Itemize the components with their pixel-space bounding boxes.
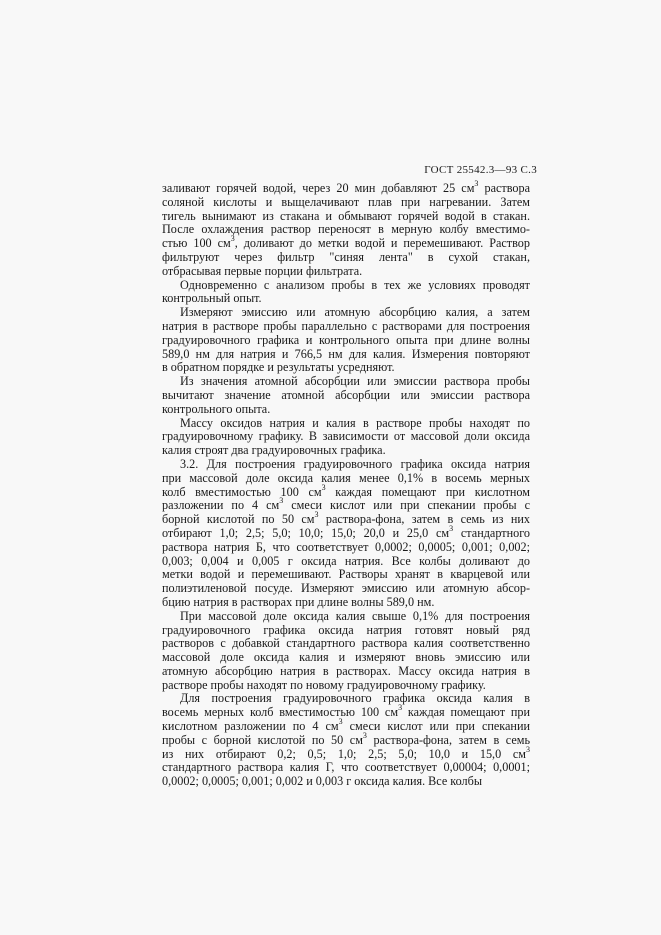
paragraph (162, 610, 530, 693)
text-line: градуировочному графику. В зависимости от массовой доли оксида (162, 429, 530, 444)
document-body (162, 179, 531, 789)
text-line: отбрасывая первые порции фильтрата. (162, 263, 363, 278)
text-line: растворов с добавкой стандартного раствора калия соответственно (162, 636, 530, 651)
paragraph (162, 417, 530, 458)
text-line: борной кислотой по 50 $см^3$ раствора-фона, затем в семь из них (162, 510, 530, 527)
text-line: соляной кислоты и выщелачивают плав при нагревании. Затем (162, 194, 530, 209)
text-line: стью 100 $см^3$, доливают до метки водой и перемешивают. Раствор (162, 234, 530, 251)
text-line: 3.2. Для построения градуировочного графика оксида натрия (180, 456, 530, 471)
paragraph (162, 279, 530, 307)
text-line: вычитают значение атомной абсорбции или эмиссии раствора (162, 387, 530, 402)
text-line: После охлаждения раствор переносят в мерную колбу вместимо- (162, 222, 530, 237)
text-line: растворе пробы находят по новому градуировочному графику. (162, 677, 486, 692)
text-line: Измеряют эмиссию или атомную абсорбцию калия, а затем (180, 305, 530, 320)
text-line: Одновременно с анализом пробы в тех же условиях проводят (180, 277, 530, 292)
paragraph (162, 458, 530, 610)
text-line: тигель вынимают из стакана и обмывают горячей водой в стакан. (162, 208, 530, 223)
text-line: Для построения градуировочного графика оксида калия в (180, 691, 530, 706)
text-line: раствора натрия Б, что соответствует 0,0002; 0,0005; 0,001; 0,002; (162, 539, 530, 554)
text-line: 0,003; 0,004 и 0,005 г оксида натрия. Все колбы доливают до (162, 553, 530, 568)
text-line: восемь мерных колб вместимостью 100 $см^3$ каждая помещают при (162, 703, 530, 720)
text-line: При массовой доле оксида калия свыше 0,1% для построения (180, 608, 530, 623)
text-line: контрольного опыта. (162, 401, 271, 416)
text-line: пробы с борной кислотой по 50 $см^3$ раствора-фона, затем в семь (162, 730, 531, 747)
text-line: 0,0002; 0,0005; 0,001; 0,002 и 0,003 г оксида калия. Все колбы (162, 774, 483, 789)
text-line: массовой доле оксида калия и измеряют вновь эмиссию или (162, 650, 530, 665)
text-line: градуировочного графика оксида натрия готовят новый ряд (162, 622, 530, 637)
text-line: контрольный опыт. (162, 291, 262, 306)
text-line: 589,0 нм для натрия и 766,5 нм для калия. Измерения повторяют (162, 346, 530, 361)
text-line: метки водой и перемешивают. Растворы хранят в кварцевой или (162, 567, 530, 582)
text-line: в обратном порядке и результаты усредняют. (162, 360, 395, 375)
text-line: Массу оксидов натрия и калия в растворе пробы находят по (180, 415, 530, 430)
text-line: из них отбирают 0,2; 0,5; 1,0; 2,5; 5,0; 10,0 и 15,0 $см^3$ (162, 744, 530, 761)
text-line: колб вместимостью 100 $см^3$ каждая помещают при кислотном (162, 482, 530, 499)
text-line: отбирают 1,0; 2,5; 5,0; 10,0; 15,0; 20,0 и 25,0 $см^3$ стандартного (162, 523, 530, 540)
paragraph (162, 692, 530, 789)
text-line: полиэтиленовой посуде. Измеряют эмиссию или атомную абсор- (162, 581, 530, 596)
paragraph (162, 306, 530, 375)
text-line: калия строят два градуировочных графика. (162, 443, 386, 458)
text-line: разложении по 4 $см^3$ смеси кислот или при спекании пробы с (162, 496, 530, 513)
text-line: фильтруют через фильтр "синяя лента" в сухой стакан, (162, 249, 530, 264)
text-line: атомную абсорбцию натрия в растворах. Массу оксида натрия в (162, 663, 530, 678)
text-line: бцию натрия в растворах при длине волны 589,0 нм. (162, 594, 435, 609)
paragraph (162, 375, 530, 416)
page-header: ГОСТ 25542.3—93 С.3 (424, 164, 537, 176)
text-line: заливают горячей водой, через 20 мин добавляют 25 $см^3$ раствора (162, 179, 530, 195)
text-line: Из значения атомной абсорбции или эмиссии раствора пробы (180, 374, 530, 389)
text-line: при массовой доле оксида калия менее 0,1% в восемь мерных (162, 470, 530, 485)
text-line: стандартного раствора калия Г, что соответствует 0,00004; 0,0001; (162, 760, 530, 775)
text-line: натрия в растворе пробы параллельно с растворами для построения (162, 318, 530, 333)
text-line: градуировочного графика и контрольного опыта при длине волны (162, 332, 530, 347)
paragraph (162, 179, 530, 279)
text-line: кислотном разложении по 4 $см^3$ смеси кислот или при спекании (162, 717, 530, 734)
